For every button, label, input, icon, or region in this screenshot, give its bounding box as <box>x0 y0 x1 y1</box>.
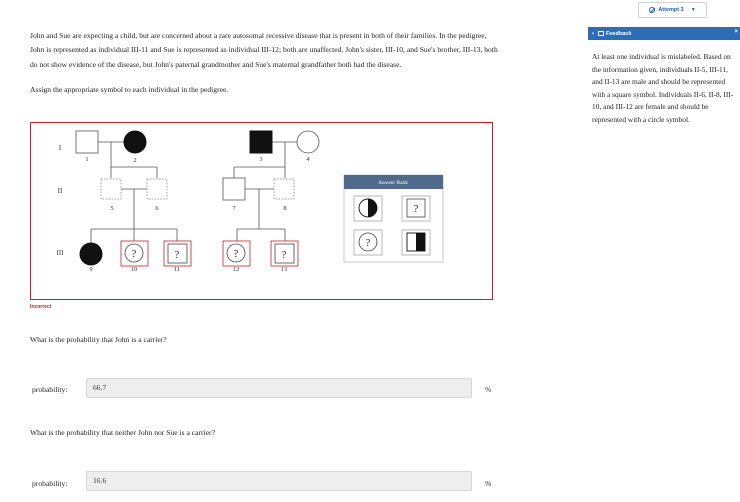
individual-number: 9 <box>89 266 93 273</box>
unknown-glyph: ? <box>365 237 371 249</box>
individual-ii-7[interactable] <box>223 178 245 212</box>
individual-number: 2 <box>133 157 137 164</box>
individual-i-4[interactable] <box>297 131 319 163</box>
individual-iii-11-drop-target[interactable] <box>164 241 191 273</box>
feedback-icon <box>598 31 604 36</box>
unknown-glyph: ? <box>174 249 180 261</box>
individual-number: 13 <box>280 266 288 273</box>
chevron-left-icon[interactable]: ‹ <box>592 30 594 37</box>
caret-down-icon: ▼ <box>690 7 696 13</box>
individual-ii-6-drop-target[interactable] <box>147 179 167 212</box>
feedback-text: At least one individual is mislabeled. Based on the information given, individuals II-5, III-11, and II-13 are male and should be represented with a square symbol. Individuals II-6, II-8, III-10, and III-12 are female and should be represented with a circle symbol. <box>592 52 734 124</box>
question-instruction: Assign the appropriate symbol to each individual in the pedigree. <box>30 85 229 94</box>
attempt-dropdown[interactable] <box>638 2 707 18</box>
individual-number: 5 <box>110 205 114 212</box>
no-entry-icon <box>649 7 655 13</box>
bank-symbol-unknown-male[interactable] <box>402 196 430 221</box>
individual-number: 10 <box>130 266 138 273</box>
incorrect-status: Incorrect <box>30 304 52 310</box>
generation-label-3: III <box>56 249 64 257</box>
individual-ii-8-drop-target[interactable] <box>274 179 294 212</box>
individual-number: 3 <box>259 156 263 163</box>
question-2-probability-input[interactable]: 16.6 <box>86 471 472 491</box>
individual-number: 4 <box>306 156 310 163</box>
question-2-unit: % <box>485 479 492 488</box>
individual-number: 8 <box>283 205 287 212</box>
attempt-label: Attempt 3 <box>658 7 684 13</box>
question-2-text: What is the probability that neither John nor Sue is a carrier? <box>30 428 215 437</box>
question-2-label: probability: <box>32 479 68 488</box>
generation-label-2: II <box>57 187 63 195</box>
individual-number: 11 <box>173 266 181 273</box>
individual-i-1[interactable] <box>76 131 98 163</box>
question-1-label: probability: <box>32 385 68 394</box>
pedigree-area <box>30 122 493 300</box>
individual-i-3[interactable] <box>250 131 272 163</box>
answer-bank-title: Answer Bank <box>377 180 409 186</box>
individual-iii-12-drop-target[interactable] <box>223 241 250 273</box>
bank-symbol-unknown-female[interactable] <box>354 230 382 255</box>
individual-iii-9[interactable] <box>80 243 102 273</box>
question-1-unit: % <box>485 385 492 394</box>
individual-ii-5-drop-target[interactable] <box>101 179 121 212</box>
unknown-glyph: ? <box>281 249 287 261</box>
question-intro: John and Sue are expecting a child, but are concerned about a rare autosomal recessive disease that is present in both of their families. In the pedigree, John is represented as individual III-11 and Sue is represented as individual III-12; both are unaffected. John's sister, III-10, and Sue's brother, III-13, both do not show evidence of the disease, but John's paternal grandmother and Sue's maternal grandfather both had the disease. <box>30 31 498 69</box>
bank-symbol-carrier-female[interactable] <box>354 196 382 221</box>
bank-symbol-carrier-male[interactable] <box>402 230 430 255</box>
pedigree-lines <box>91 142 297 243</box>
question-1-text: What is the probability that John is a carrier? <box>30 335 167 344</box>
individual-number: 12 <box>232 266 240 273</box>
individual-iii-13-drop-target[interactable] <box>271 241 298 273</box>
individual-iii-10-drop-target[interactable] <box>121 241 148 273</box>
pedigree-chart <box>31 123 494 301</box>
individual-number: 7 <box>232 205 236 212</box>
question-1-probability-input[interactable]: 66.7 <box>86 378 472 398</box>
individual-i-2[interactable] <box>124 131 146 164</box>
feedback-title: Feedback <box>606 30 632 37</box>
individual-number: 6 <box>155 205 159 212</box>
generation-label-1: I <box>58 144 62 152</box>
unknown-glyph: ? <box>131 248 137 260</box>
individual-number: 1 <box>85 156 89 163</box>
unknown-glyph: ? <box>233 248 239 260</box>
feedback-header <box>588 27 740 40</box>
unknown-glyph: ? <box>413 203 419 215</box>
close-icon[interactable]: × <box>734 29 738 35</box>
